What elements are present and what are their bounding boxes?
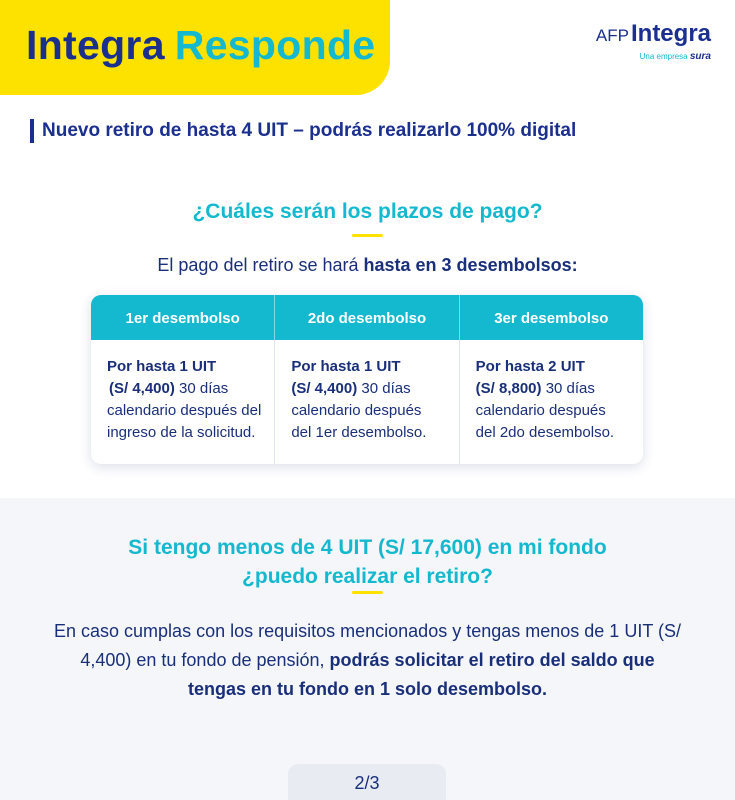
yellow-divider bbox=[352, 591, 383, 594]
cell-text-line: calendario después del bbox=[107, 402, 262, 419]
cell-days: 30 días bbox=[357, 380, 411, 397]
table-header-cell: 1er desembolso bbox=[91, 295, 275, 340]
logo-prefix: AFP bbox=[595, 26, 629, 45]
table-row bbox=[91, 340, 643, 464]
table-cell bbox=[91, 340, 275, 464]
cell-amount: (S/ 4,400) bbox=[291, 380, 358, 397]
title-word-responde: Responde bbox=[174, 22, 376, 68]
logo-tagline bbox=[596, 51, 711, 62]
question-line: Si tengo menos de 4 UIT (S/ 17,600) en mi fondo bbox=[128, 536, 607, 559]
cell-days: 30 días bbox=[174, 380, 229, 397]
cell-amount: (S/ 8,800) bbox=[475, 380, 542, 397]
lead-text bbox=[0, 255, 735, 276]
cell-title: Por hasta 2 UIT bbox=[475, 358, 585, 375]
disbursement-table bbox=[91, 295, 643, 464]
section-subtitle: Nuevo retiro de hasta 4 UIT – podrás realizarlo 100% digital bbox=[30, 119, 576, 143]
title-word-integra: Integra bbox=[26, 22, 165, 68]
question-payment-terms: ¿Cuáles serán los plazos de pago? bbox=[192, 200, 543, 223]
question-line: ¿puedo realizar el retiro? bbox=[242, 565, 493, 588]
cell-text-line: del 2do desembolso. bbox=[475, 424, 615, 441]
logo-name: Integra bbox=[630, 20, 711, 47]
lead-bold: hasta en 3 desembolsos: bbox=[363, 255, 578, 275]
page-title bbox=[26, 22, 375, 69]
cell-amount-line bbox=[291, 380, 410, 397]
table-cell bbox=[275, 340, 459, 464]
cell-amount: (S/ 4,400) bbox=[109, 380, 175, 397]
table-cell bbox=[460, 340, 643, 464]
header-banner bbox=[0, 0, 390, 95]
afp-integra-logo bbox=[596, 22, 711, 62]
logo-tagline-text: Una empresa bbox=[639, 52, 688, 61]
answer-plain: En caso cumplas con los requisitos mencionados y tengas menos de 1 UIT (S/ 4,400) en tu fondo de pensión, bbox=[54, 621, 681, 670]
cell-text-line: ingreso de la solicitud. bbox=[107, 424, 256, 441]
lead-plain: El pago del retiro se hará bbox=[157, 255, 364, 275]
answer-bold: podrás solicitar el retiro del saldo que tengas en tu fondo en 1 solo desembolso. bbox=[187, 650, 655, 699]
cell-days: 30 días bbox=[541, 380, 595, 397]
cell-title: Por hasta 1 UIT bbox=[107, 358, 217, 375]
page-indicator: 2/3 bbox=[288, 764, 446, 800]
question-less-than-4-uit bbox=[0, 533, 735, 591]
cell-text-line: calendario después bbox=[291, 402, 422, 419]
cell-text-line: calendario después bbox=[475, 402, 606, 419]
answer-paragraph bbox=[50, 617, 685, 704]
yellow-divider bbox=[352, 234, 383, 237]
cell-amount-line bbox=[476, 380, 595, 397]
table-header-cell: 2do desembolso bbox=[275, 295, 459, 340]
table-header-cell: 3er desembolso bbox=[494, 310, 609, 327]
cell-text-line: del 1er desembolso. bbox=[291, 424, 427, 441]
cell-amount-line bbox=[107, 380, 228, 397]
logo-wordmark bbox=[596, 22, 711, 48]
table-header bbox=[91, 295, 643, 340]
logo-brand: sura bbox=[689, 51, 711, 62]
cell-title: Por hasta 1 UIT bbox=[291, 358, 401, 375]
